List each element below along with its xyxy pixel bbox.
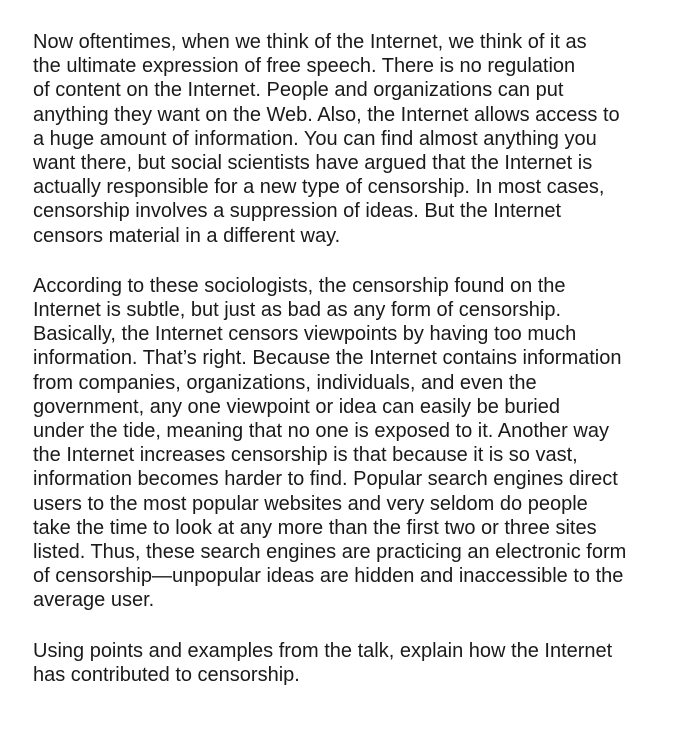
text-line: from companies, organizations, individuals, and even the <box>33 371 537 394</box>
document-page <box>33 30 678 687</box>
paragraph-sociologists <box>33 274 678 613</box>
text-line: information. That’s right. Because the Internet contains information <box>33 347 622 370</box>
text-line: Using points and examples from the talk, explain how the Internet <box>33 639 613 662</box>
text-line: a huge amount of information. You can find almost anything you <box>33 127 597 150</box>
text-line: of censorship—unpopular ideas are hidden and inaccessible to the <box>33 565 624 588</box>
text-line: take the time to look at any more than the first two or three sites <box>33 516 597 539</box>
text-line: anything they want on the Web. Also, the Internet allows access to <box>33 103 620 126</box>
text-line: listed. Thus, these search engines are practicing an electronic form <box>33 541 627 564</box>
text-line: government, any one viewpoint or idea can easily be buried <box>33 395 560 418</box>
text-line: According to these sociologists, the censorship found on the <box>33 274 566 297</box>
text-line: want there, but social scientists have argued that the Internet is <box>33 152 593 175</box>
text-line: of content on the Internet. People and organizations can put <box>33 79 564 102</box>
paragraph-prompt <box>33 639 678 687</box>
text-line: under the tide, meaning that no one is exposed to it. Another way <box>33 420 609 443</box>
text-line: actually responsible for a new type of censorship. In most cases, <box>33 176 605 199</box>
text-line: users to the most popular websites and very seldom do people <box>33 492 588 515</box>
text-line: the ultimate expression of free speech. There is no regulation <box>33 55 576 78</box>
paragraph-intro <box>33 30 678 248</box>
text-line: average user. <box>33 589 155 612</box>
text-line: Now oftentimes, when we think of the Internet, we think of it as <box>33 31 587 53</box>
text-line: Internet is subtle, but just as bad as any form of censorship. <box>33 299 562 322</box>
text-line: has contributed to censorship. <box>33 663 300 686</box>
text-line: censors material in a different way. <box>33 224 341 247</box>
text-line: the Internet increases censorship is that because it is so vast, <box>33 444 578 467</box>
text-line: censorship involves a suppression of ideas. But the Internet <box>33 200 562 223</box>
text-line: Basically, the Internet censors viewpoints by having too much <box>33 323 577 346</box>
text-line: information becomes harder to find. Popular search engines direct <box>33 468 618 491</box>
